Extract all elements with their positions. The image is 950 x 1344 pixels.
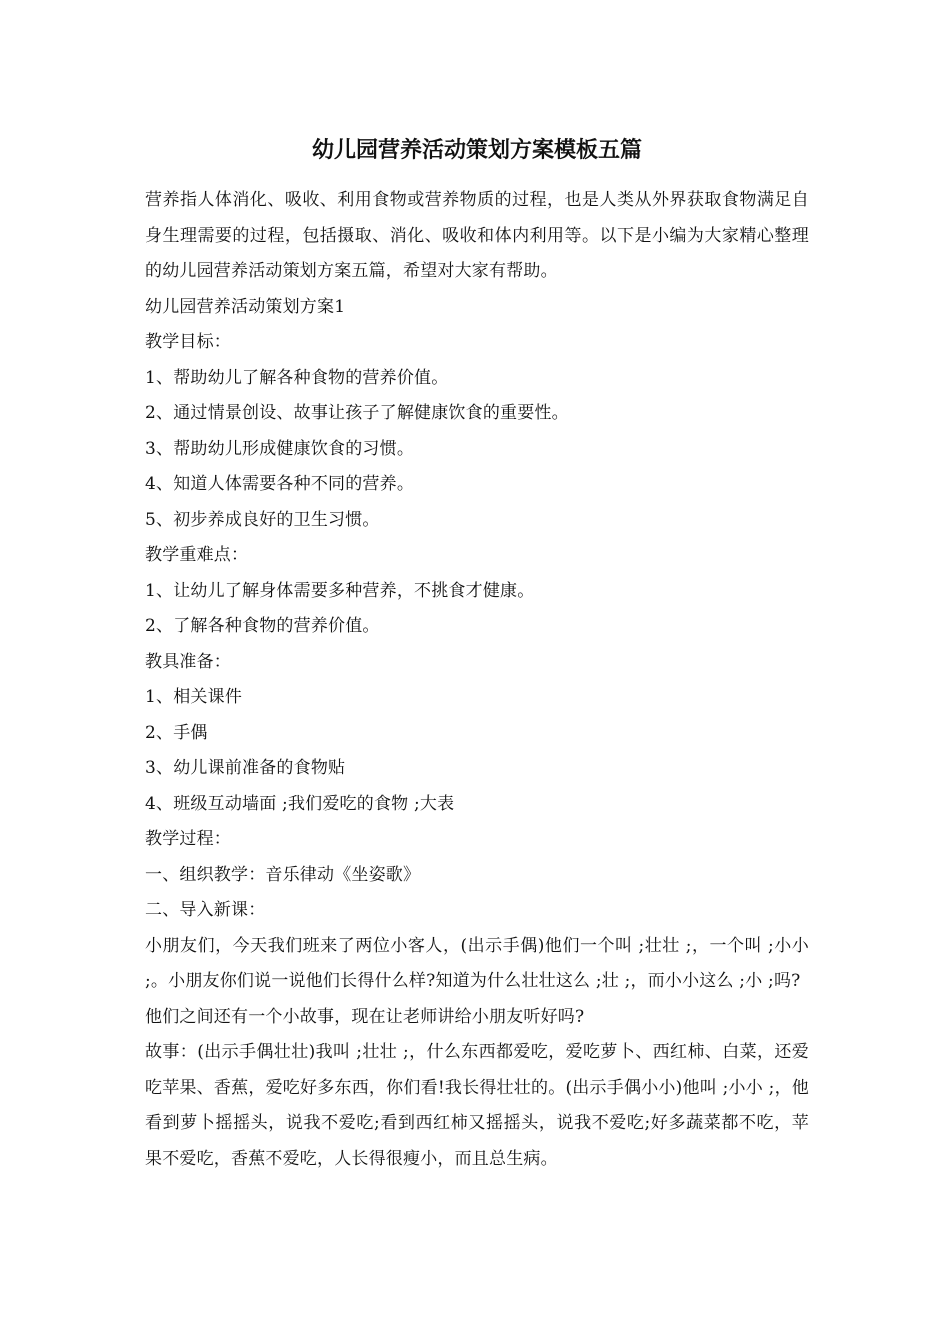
heading-teaching-process: 教学过程： bbox=[145, 829, 231, 849]
document-body bbox=[145, 183, 809, 1177]
goal-item: 2、通过情景创设、故事让孩子了解健康饮食的重要性。 bbox=[145, 403, 569, 423]
body-paragraph: 小朋友们，今天我们班来了两位小客人，(出示手偶)他们一个叫 ;壮壮 ;，一个叫 ;小小 ;。小朋友你们说一说他们长得什么样?知道为什么壮壮这么 ;壮 ;，而小小这么 ;小 ;吗? bbox=[145, 935, 809, 991]
story-paragraph: 故事：(出示手偶壮壮)我叫 ;壮壮 ;，什么东西都爱吃，爱吃萝卜、西红柿、白菜，还爱吃苹果、香蕉，爱吃好多东西，你们看!我长得壮壮的。(出示手偶小小)他叫 ;小小 ;，他看到萝卜摇摇头，说我不爱吃;看到西红柿又摇摇头，说我不爱吃;好多蔬菜都不吃，苹果不爱吃，香蕉不爱吃，人长得很瘦小，而且总生病。 bbox=[145, 1042, 809, 1169]
intro-paragraph: 营养指人体消化、吸收、利用食物或营养物质的过程，也是人类从外界获取食物满足自身生理需要的过程，包括摄取、消化、吸收和体内利用等。以下是小编为大家精心整理的幼儿园营养活动策划方案五篇，希望对大家有帮助。 bbox=[145, 190, 809, 281]
goal-item: 1、帮助幼儿了解各种食物的营养价值。 bbox=[145, 367, 449, 388]
document-title: 幼儿园营养活动策划方案模板五篇 bbox=[311, 137, 642, 163]
aid-item: 4、班级互动墙面 ;我们爱吃的食物 ;大表 bbox=[145, 793, 455, 814]
heading-key-difficulties: 教学重难点： bbox=[145, 545, 249, 565]
heading-teaching-aids: 教具准备： bbox=[145, 651, 231, 672]
aid-item: 3、幼儿课前准备的食物贴 bbox=[145, 758, 346, 778]
process-step: 二、导入新课： bbox=[145, 900, 266, 920]
heading-teaching-goals: 教学目标： bbox=[145, 332, 231, 352]
process-step: 一、组织教学：音乐律动《坐姿歌》 bbox=[145, 864, 421, 885]
aid-item: 2、手偶 bbox=[145, 722, 208, 743]
goal-item: 5、初步养成良好的卫生习惯。 bbox=[145, 509, 380, 530]
aid-item: 1、相关课件 bbox=[145, 687, 243, 707]
difficulty-item: 2、了解各种食物的营养价值。 bbox=[145, 616, 380, 636]
section-heading-plan-1: 幼儿园营养活动策划方案1 bbox=[145, 296, 346, 317]
difficulty-item: 1、让幼儿了解身体需要多种营养，不挑食才健康。 bbox=[145, 580, 535, 601]
goal-item: 3、帮助幼儿形成健康饮食的习惯。 bbox=[145, 438, 415, 459]
body-paragraph: 他们之间还有一个小故事，现在让老师讲给小朋友听好吗? bbox=[145, 1006, 585, 1027]
goal-item: 4、知道人体需要各种不同的营养。 bbox=[145, 474, 415, 494]
